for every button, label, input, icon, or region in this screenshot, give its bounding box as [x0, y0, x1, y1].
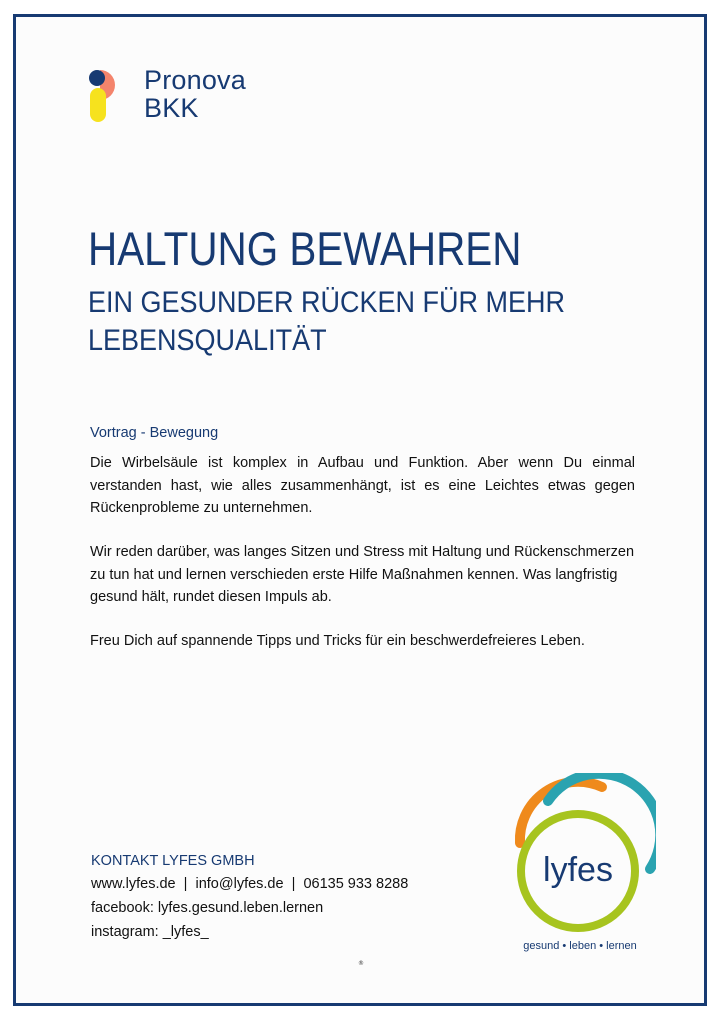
page-subtitle: EIN GESUNDER RÜCKEN FÜR MEHR LEBENSQUALITÄT — [88, 286, 566, 357]
paragraph-topics: Wir reden darüber, was langes Sitzen und Stress mit Haltung und Rückenschmerzen zu tun hat und lernen verschieden erste Hilfe Maßnahmen kennen. Was langfristig gesund hält, rundet diesen Impuls ab. — [90, 544, 635, 605]
pronova-logo-icon — [88, 66, 128, 124]
lyfes-logo — [512, 773, 656, 955]
contact-web-email-phone: www.lyfes.de | info@lyfes.de | 06135 933 8288 — [91, 876, 409, 892]
section-label: Vortrag - Bewegung — [90, 425, 219, 441]
page-title: HALTUNG BEWAHREN — [88, 222, 522, 275]
brand-name-line2: BKK — [144, 93, 199, 123]
contact-facebook: facebook: lyfes.gesund.leben.lernen — [91, 900, 324, 916]
pronova-bkk-logo — [88, 66, 246, 124]
contact-title: KONTAKT LYFES GMBH — [91, 853, 255, 869]
brand-name-line1: Pronova — [144, 65, 246, 95]
registered-mark: ® — [358, 960, 364, 967]
contact-instagram: instagram: _lyfes_ — [91, 924, 209, 940]
lyfes-tagline: gesund • leben • lernen — [523, 940, 637, 952]
lyfes-wordmark: lyfes — [543, 851, 613, 889]
paragraph-closing: Freu Dich auf spannende Tipps und Tricks für ein beschwerdefreieres Leben. — [90, 633, 585, 649]
paragraph-intro: Die Wirbelsäule ist komplex in Aufbau und Funktion. Aber wenn Du einmal verstanden hast, wie alles zusammenhängt, ist es eine Leichtes etwas gegen Rückenprobleme zu unternehmen. — [90, 455, 635, 516]
contact-block — [91, 853, 408, 944]
